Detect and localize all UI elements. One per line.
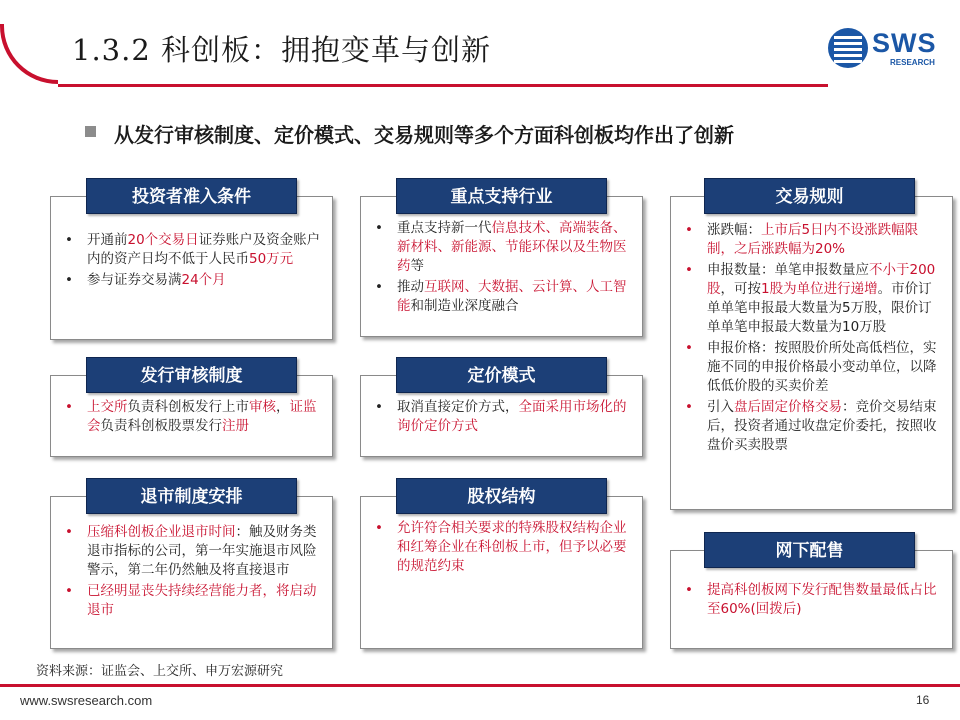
highlight-text: 全面采用市场化的询价定价方式 <box>397 399 627 434</box>
panel-investor <box>50 196 333 340</box>
tag-delisting: 退市制度安排 <box>86 478 297 514</box>
page-title: 1.3.2 科创板：拥抱变革与创新 <box>72 33 492 67</box>
body-text: 和制造业深度融合 <box>410 298 519 314</box>
body-text: 引入 <box>707 399 734 415</box>
list-item <box>61 398 325 436</box>
highlight-text: 允许符合相关要求的特殊股权结构企业和红筹企业在科创板上市，但予以必要的规范约束 <box>397 520 627 574</box>
pricing-list <box>371 398 635 438</box>
logo-subtext: RESEARCH <box>890 58 935 67</box>
highlight-text: 20个交易日 <box>127 232 199 248</box>
list-item <box>371 278 635 316</box>
body-text: 负责科创板发行上市 <box>127 399 249 415</box>
highlight-text: 注册 <box>222 418 249 434</box>
highlight-text: 1股为单位进行递增 <box>761 281 878 297</box>
body-text: 申报数量：单笔申报数量应 <box>707 262 869 278</box>
body-text: 。市价订单单笔申报最大数量为5万股，限价订单单笔申报最大数量为10万股 <box>707 281 932 335</box>
list-item <box>371 519 635 576</box>
investor-list <box>61 231 325 292</box>
tag-trading: 交易规则 <box>704 178 915 214</box>
tag-investor: 投资者准入条件 <box>86 178 297 214</box>
body-text: 推动 <box>397 279 424 295</box>
title-accent <box>0 24 58 84</box>
highlight-text: 信息技术、高端装备、新材料、新能源、节能环保以及生物医药 <box>397 220 627 274</box>
highlight-text: 互联网、大数据、云计算、人工智能 <box>397 279 627 314</box>
page-number: 16 <box>916 693 930 707</box>
body-text: 证券账户及资金账户内的资产日均不低于人民币 <box>87 232 321 267</box>
footer-url: www.swsresearch.com <box>20 693 153 708</box>
list-item <box>61 582 325 620</box>
list-item <box>61 231 325 269</box>
industry-list <box>371 219 635 318</box>
tag-equity: 股权结构 <box>396 478 607 514</box>
body-text: 负责科创板股票发行 <box>100 418 222 434</box>
body-text: 申报价格：按照股价所处高低档位，实施不同的申报价格最小变动单位，以降低低价股的买卖价差 <box>707 340 937 394</box>
panel-delisting <box>50 496 333 649</box>
highlight-text: 证监会 <box>87 399 317 434</box>
list-item <box>681 398 945 455</box>
highlight-text: 上市后5日内不设涨跌幅限制，之后涨跌幅为20% <box>707 222 919 257</box>
highlight-text: 50万元 <box>249 251 294 267</box>
list-item <box>681 221 945 259</box>
logo-text: SWS <box>872 28 937 58</box>
delisting-list <box>61 523 325 622</box>
list-item <box>61 271 325 290</box>
review-list <box>61 398 325 438</box>
list-item <box>371 398 635 436</box>
sws-logo <box>828 28 946 72</box>
square-bullet-icon <box>85 126 96 137</box>
tag-review: 发行审核制度 <box>86 357 297 393</box>
title-divider <box>58 84 828 87</box>
body-text: 涨跌幅： <box>707 222 761 238</box>
highlight-text: 上交所 <box>87 399 128 415</box>
body-text: 取消直接定价方式， <box>397 399 519 415</box>
trading-list <box>681 221 945 457</box>
equity-list <box>371 519 635 578</box>
list-item <box>681 581 945 619</box>
list-item <box>681 261 945 337</box>
body-text: 开通前 <box>87 232 128 248</box>
panel-industry <box>360 196 643 337</box>
subtitle: 从发行审核制度、定价模式、交易规则等多个方面科创板均作出了创新 <box>114 123 734 147</box>
sws-logo-icon <box>828 28 868 68</box>
body-text: ：竞价交易结束后，投资者通过收盘定价委托，按照收盘价买卖股票 <box>707 399 937 453</box>
highlight-text: 提高科创板网下发行配售数量最低占比至60%(回拨后) <box>707 582 937 617</box>
body-text: ，可按 <box>720 281 761 297</box>
highlight-text: 审核 <box>249 399 276 415</box>
tag-pricing: 定价模式 <box>396 357 607 393</box>
body-text: ：触及财务类退市指标的公司，第一年实施退市风险警示，第二年仍然触及将直接退市 <box>87 524 317 578</box>
source-note: 资料来源：证监会、上交所、申万宏源研究 <box>36 664 284 679</box>
tag-offline: 网下配售 <box>704 532 915 568</box>
tag-industry: 重点支持行业 <box>396 178 607 214</box>
highlight-text: 盘后固定价格交易 <box>734 399 842 415</box>
body-text: ， <box>276 399 290 415</box>
highlight-text: 压缩科创板企业退市时间 <box>87 524 236 540</box>
body-text: 等 <box>410 258 424 274</box>
list-item <box>61 523 325 580</box>
highlight-text: 不小于200股 <box>707 262 936 297</box>
list-item <box>371 219 635 276</box>
list-item <box>681 339 945 396</box>
panel-equity <box>360 496 643 649</box>
offline-list <box>681 581 945 621</box>
highlight-text: 已经明显丧失持续经营能力者，将启动退市 <box>87 583 317 618</box>
body-text: 重点支持新一代 <box>397 220 492 236</box>
footer-divider <box>0 684 960 687</box>
panel-trading <box>670 196 953 510</box>
body-text: 参与证券交易满 <box>87 272 182 288</box>
highlight-text: 24个月 <box>181 272 226 288</box>
